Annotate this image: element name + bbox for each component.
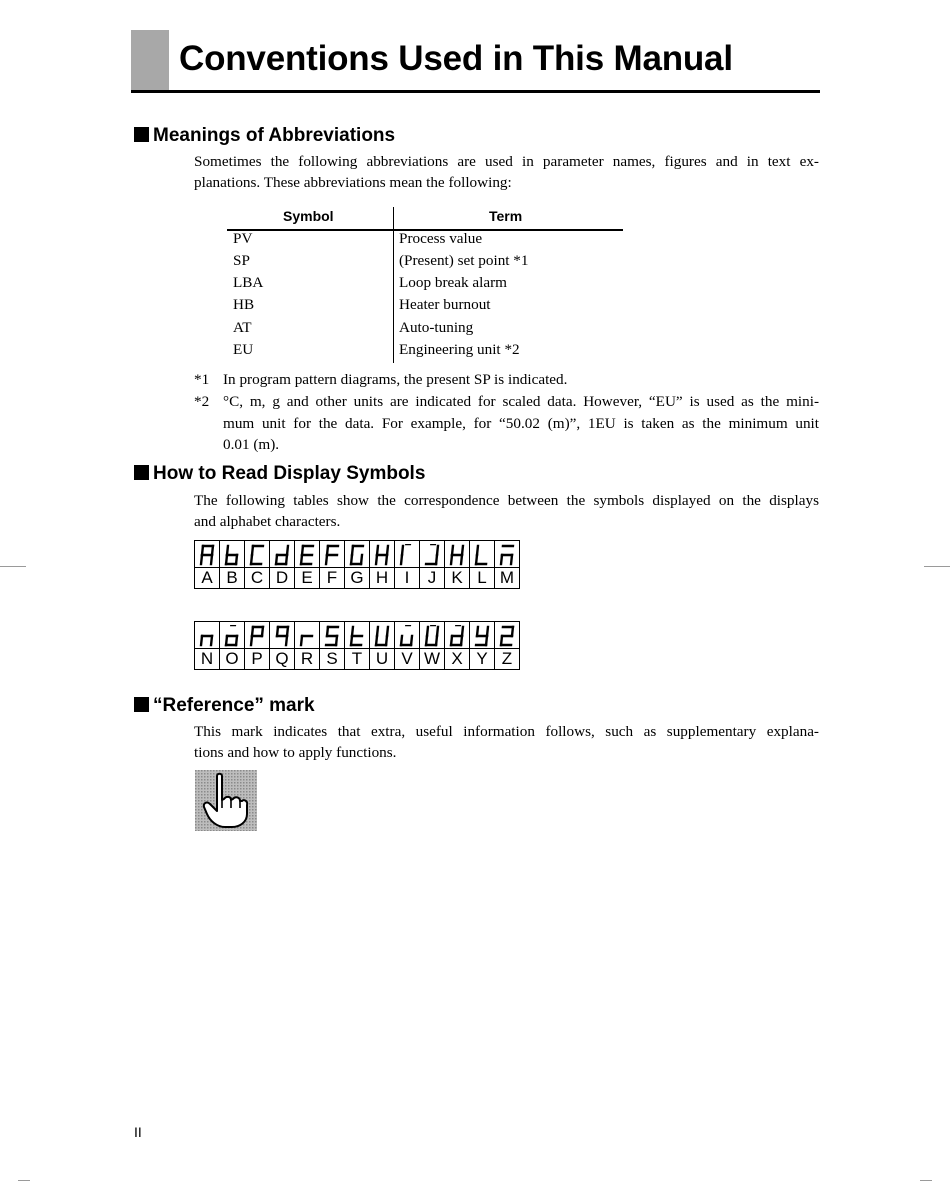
- crop-mark-bottom-right: [920, 1180, 932, 1181]
- seven-segment-glyph-w: [421, 625, 443, 647]
- letter-cell: F: [320, 568, 345, 589]
- letter-cell: V: [395, 649, 420, 670]
- seven-segment-glyph-o: [221, 625, 243, 647]
- seven-segment-glyph-x: [446, 625, 468, 647]
- crop-mark-bottom-left: [18, 1180, 30, 1181]
- letter-cell: H: [370, 568, 395, 589]
- seven-segment-glyph-q: [271, 625, 293, 647]
- term-cell: (Present) set point *1: [399, 252, 529, 269]
- seven-segment-glyph-d: [271, 544, 293, 566]
- seven-segment-glyph-i: [396, 544, 418, 566]
- letter-cell: Y: [470, 649, 495, 670]
- alphabet-row: [195, 649, 520, 670]
- reference-intro: [194, 721, 819, 763]
- letter-cell: G: [345, 568, 370, 589]
- term-cell: Loop break alarm: [399, 274, 507, 291]
- display-symbols-intro: [194, 490, 819, 532]
- seven-segment-glyph-l: [471, 544, 493, 566]
- seven-segment-glyph-k: [446, 544, 468, 566]
- symbol-glyph-cell: [345, 622, 370, 649]
- letter-cell: E: [295, 568, 320, 589]
- seven-segment-glyph-p: [246, 625, 268, 647]
- crop-mark-right: [924, 566, 950, 567]
- abbreviations-table: [227, 205, 623, 358]
- symbol-glyph-cell: [370, 622, 395, 649]
- symbol-glyph-cell: [395, 622, 420, 649]
- display-symbol-table-n-z: [194, 621, 520, 670]
- footnote-mark: *1: [194, 371, 210, 388]
- letter-cell: N: [195, 649, 220, 670]
- symbol-glyph-cell: [395, 541, 420, 568]
- letter-cell: A: [195, 568, 220, 589]
- letter-cell: X: [445, 649, 470, 670]
- term-cell: Engineering unit *2: [399, 341, 520, 358]
- term-cell: Heater burnout: [399, 296, 491, 313]
- table-row: [227, 274, 623, 296]
- symbol-glyph-cell: [220, 622, 245, 649]
- symbol-cell: LBA: [233, 274, 264, 291]
- footnote-line: In program pattern diagrams, the present SP is indicated.: [223, 371, 568, 388]
- alphabet-row: [195, 568, 520, 589]
- paragraph-line: planations. These abbreviations mean the following:: [194, 174, 512, 191]
- footnote-line: mum unit for the data. For example, for “50.02 (m)”, 1EU is taken as the minimum unit: [223, 414, 819, 432]
- term-cell: Process value: [399, 230, 483, 247]
- seven-segment-glyph-g: [346, 544, 368, 566]
- letter-cell: B: [220, 568, 245, 589]
- footnote-mark: *2: [194, 393, 210, 410]
- symbol-glyph-cell: [195, 622, 220, 649]
- pointing-hand-icon: [195, 770, 257, 831]
- symbol-glyph-cell: [195, 541, 220, 568]
- crop-mark-left: [0, 566, 26, 567]
- symbol-cell: EU: [233, 341, 254, 358]
- symbol-glyph-cell: [245, 622, 270, 649]
- seven-segment-glyph-n: [196, 625, 218, 647]
- symbol-glyph-cell: [445, 541, 470, 568]
- symbol-cell: HB: [233, 296, 255, 313]
- symbol-glyph-cell: [470, 622, 495, 649]
- display-symbol-table-a-m: [194, 540, 520, 589]
- seven-segment-glyph-s: [321, 625, 343, 647]
- symbol-cell: PV: [233, 230, 253, 247]
- symbol-glyph-cell: [420, 541, 445, 568]
- letter-cell: M: [495, 568, 520, 589]
- letter-cell: W: [420, 649, 445, 670]
- symbol-glyph-cell: [270, 541, 295, 568]
- letter-cell: O: [220, 649, 245, 670]
- seven-segment-glyph-j: [421, 544, 443, 566]
- seven-segment-glyph-f: [321, 544, 343, 566]
- letter-cell: J: [420, 568, 445, 589]
- table-row: [227, 319, 623, 341]
- paragraph-line: and alphabet characters.: [194, 513, 341, 530]
- symbol-glyph-cell: [370, 541, 395, 568]
- seven-segment-glyph-y: [471, 625, 493, 647]
- symbol-glyph-cell: [420, 622, 445, 649]
- letter-cell: Q: [270, 649, 295, 670]
- section-heading-abbreviations: Meanings of Abbreviations: [134, 125, 395, 147]
- symbol-glyph-cell: [320, 622, 345, 649]
- symbol-glyph-cell: [295, 622, 320, 649]
- footnote-2: [194, 391, 819, 457]
- table-row: [227, 296, 623, 318]
- paragraph-line: This mark indicates that extra, useful information follows, such as supplementary explana-: [194, 723, 819, 740]
- symbol-cell: AT: [233, 319, 252, 336]
- footnote-body: [223, 369, 819, 391]
- seven-segment-glyph-b: [221, 544, 243, 566]
- symbol-glyph-cell: [320, 541, 345, 568]
- letter-cell: L: [470, 568, 495, 589]
- symbol-cell: SP: [233, 252, 250, 269]
- table-row: [227, 252, 623, 274]
- paragraph-line: The following tables show the correspondence between the symbols displayed on the displays: [194, 492, 819, 509]
- letter-cell: P: [245, 649, 270, 670]
- seven-segment-glyph-e: [296, 544, 318, 566]
- footnote-line: °C, m, g and other units are indicated for scaled data. However, “EU” is used as the mini-: [223, 393, 819, 410]
- symbol-glyph-cell: [270, 622, 295, 649]
- column-header-term: Term: [489, 208, 523, 224]
- paragraph-line: tions and how to apply functions.: [194, 744, 397, 761]
- seven-segment-glyph-v: [396, 625, 418, 647]
- letter-cell: I: [395, 568, 420, 589]
- letter-cell: U: [370, 649, 395, 670]
- page-number: II: [134, 1124, 142, 1140]
- bullet-square-icon: [134, 465, 149, 480]
- seven-segment-row: [195, 622, 520, 649]
- symbol-glyph-cell: [345, 541, 370, 568]
- seven-segment-glyph-z: [496, 625, 518, 647]
- letter-cell: R: [295, 649, 320, 670]
- symbol-glyph-cell: [245, 541, 270, 568]
- seven-segment-glyph-a: [196, 544, 218, 566]
- symbol-glyph-cell: [470, 541, 495, 568]
- page-title: Conventions Used in This Manual: [179, 39, 733, 78]
- column-header-symbol: Symbol: [283, 208, 334, 224]
- abbreviations-intro: [194, 151, 819, 193]
- table-row: [227, 230, 623, 252]
- symbol-glyph-cell: [495, 541, 520, 568]
- section-heading-reference-mark: “Reference” mark: [134, 695, 315, 717]
- letter-cell: Z: [495, 649, 520, 670]
- seven-segment-glyph-c: [246, 544, 268, 566]
- page-title-block: [131, 30, 820, 92]
- footnote-line: 0.01 (m).: [223, 436, 280, 453]
- seven-segment-glyph-r: [296, 625, 318, 647]
- letter-cell: D: [270, 568, 295, 589]
- symbol-glyph-cell: [220, 541, 245, 568]
- symbol-glyph-cell: [445, 622, 470, 649]
- title-tab: [131, 30, 169, 91]
- footnote-1: [194, 369, 819, 391]
- letter-cell: K: [445, 568, 470, 589]
- seven-segment-glyph-h: [371, 544, 393, 566]
- seven-segment-glyph-m: [496, 544, 518, 566]
- footnote-body: [223, 391, 819, 456]
- seven-segment-row: [195, 541, 520, 568]
- term-cell: Auto-tuning: [399, 319, 474, 336]
- bullet-square-icon: [134, 697, 149, 712]
- seven-segment-glyph-u: [371, 625, 393, 647]
- table-header: [227, 205, 623, 229]
- section-heading-display-symbols: How to Read Display Symbols: [134, 463, 425, 485]
- title-underline: [131, 90, 820, 93]
- paragraph-line: Sometimes the following abbreviations are used in parameter names, figures and in text ex-: [194, 153, 819, 170]
- letter-cell: C: [245, 568, 270, 589]
- symbol-glyph-cell: [295, 541, 320, 568]
- letter-cell: S: [320, 649, 345, 670]
- symbol-glyph-cell: [495, 622, 520, 649]
- bullet-square-icon: [134, 127, 149, 142]
- letter-cell: T: [345, 649, 370, 670]
- seven-segment-glyph-t: [346, 625, 368, 647]
- table-row: [227, 341, 623, 363]
